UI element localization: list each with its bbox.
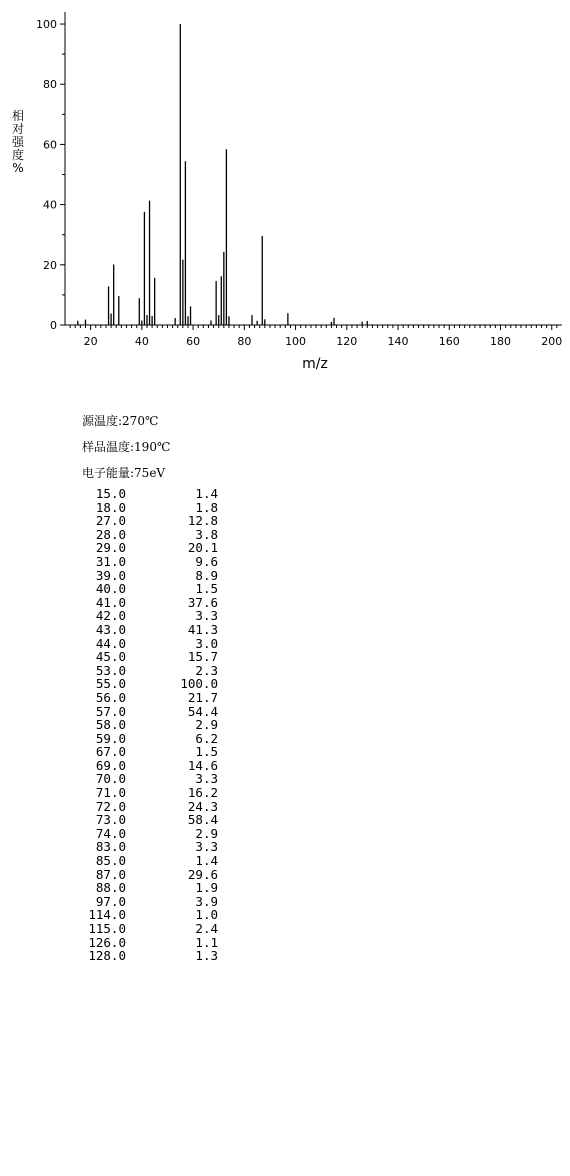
abundance-cell: 3.3: [195, 839, 218, 855]
x-tick-label: 160: [438, 335, 460, 348]
table-row: [82, 881, 232, 895]
table-row: [82, 800, 232, 814]
abundance-cell: 1.3: [195, 948, 218, 964]
abundance-cell: 100.0: [180, 676, 218, 692]
table-row: [82, 895, 232, 909]
table-row: [82, 908, 232, 922]
mass-spectrum-chart: [0, 0, 570, 380]
mz-cell: 128.0: [88, 948, 126, 964]
table-row: [82, 609, 232, 623]
x-tick-label: 140: [387, 335, 409, 348]
abundance-cell: 9.6: [195, 553, 218, 569]
mz-cell: 15.0: [95, 486, 126, 501]
x-tick-label: 180: [490, 335, 512, 348]
table-row: [82, 677, 232, 691]
mz-cell: 29.0: [95, 540, 126, 556]
table-row: [82, 501, 232, 515]
mz-cell: 115.0: [88, 921, 126, 936]
table-row: [82, 487, 232, 501]
abundance-cell: 16.2: [187, 785, 218, 801]
mz-cell: 59.0: [95, 730, 126, 746]
mz-cell: 70.0: [95, 771, 126, 787]
table-row: [82, 650, 232, 664]
table-row: [82, 745, 232, 759]
table-row: [82, 732, 232, 746]
x-tick-label: 200: [541, 335, 563, 348]
y-axis-label-char: 度: [11, 148, 24, 162]
peak-table: [82, 487, 232, 963]
mz-cell: 72.0: [95, 798, 126, 814]
abundance-cell: 14.6: [187, 757, 218, 773]
y-axis-label-char: 对: [11, 122, 24, 136]
mz-cell: 71.0: [95, 785, 126, 801]
y-axis-label: [10, 110, 26, 175]
x-tick-label: 120: [336, 335, 358, 348]
table-row: [82, 637, 232, 651]
table-row: [82, 528, 232, 542]
abundance-cell: 6.2: [195, 730, 218, 746]
chart-bars: [78, 24, 367, 325]
abundance-cell: 1.0: [195, 907, 218, 923]
table-row: [82, 691, 232, 705]
mz-cell: 18.0: [95, 499, 126, 515]
abundance-cell: 37.6: [187, 594, 218, 610]
mz-cell: 126.0: [88, 934, 126, 950]
y-axis-label-char: 相: [11, 109, 24, 123]
mz-cell: 85.0: [95, 853, 126, 869]
sample-temperature: 样品温度:190℃: [82, 440, 171, 454]
table-row: [82, 596, 232, 610]
y-tick-label: 60: [43, 138, 57, 152]
x-tick-label: 20: [83, 335, 98, 348]
mz-cell: 67.0: [95, 744, 126, 760]
abundance-cell: 2.4: [195, 921, 218, 936]
table-row: [82, 759, 232, 773]
abundance-cell: 3.0: [195, 635, 218, 651]
x-tick-label: 60: [186, 335, 201, 348]
x-tick-label: 80: [237, 335, 252, 348]
table-row: [82, 582, 232, 596]
mz-cell: 88.0: [95, 880, 126, 896]
abundance-cell: 1.9: [195, 880, 218, 896]
table-row: [82, 854, 232, 868]
abundance-cell: 1.4: [195, 853, 218, 869]
abundance-cell: 3.8: [195, 526, 218, 542]
mz-cell: 45.0: [95, 649, 126, 665]
table-row: [82, 664, 232, 678]
abundance-cell: 1.5: [195, 744, 218, 760]
source-temperature: 源温度:270℃: [82, 414, 159, 428]
table-row: [82, 623, 232, 637]
table-row: [82, 786, 232, 800]
table-row: [82, 772, 232, 786]
mz-cell: 58.0: [95, 717, 126, 733]
mz-cell: 53.0: [95, 662, 126, 678]
abundance-cell: 3.3: [195, 771, 218, 787]
abundance-cell: 41.3: [187, 621, 218, 637]
table-row: [82, 840, 232, 854]
table-row: [82, 922, 232, 936]
mz-cell: 40.0: [95, 581, 126, 597]
table-row: [82, 718, 232, 732]
abundance-cell: 20.1: [187, 540, 218, 556]
x-tick-label: 100: [285, 335, 307, 348]
abundance-cell: 1.1: [195, 934, 218, 950]
abundance-cell: 1.5: [195, 581, 218, 597]
abundance-cell: 58.4: [187, 812, 218, 828]
table-row: [82, 936, 232, 950]
abundance-cell: 54.4: [187, 703, 218, 719]
abundance-cell: 2.9: [195, 825, 218, 841]
table-row: [82, 868, 232, 882]
y-tick-label: 20: [43, 258, 57, 272]
mz-cell: 55.0: [95, 676, 126, 692]
abundance-cell: 3.3: [195, 608, 218, 624]
mz-cell: 114.0: [88, 907, 126, 923]
abundance-cell: 1.8: [195, 499, 218, 515]
abundance-cell: 29.6: [187, 866, 218, 882]
mz-cell: 28.0: [95, 526, 126, 542]
table-row: [82, 827, 232, 841]
y-tick-label: 80: [43, 78, 57, 92]
mz-cell: 43.0: [95, 621, 126, 637]
abundance-cell: 21.7: [187, 689, 218, 705]
y-tick-label: 40: [43, 198, 57, 212]
abundance-cell: 2.9: [195, 717, 218, 733]
mz-cell: 56.0: [95, 689, 126, 705]
y-axis-label-char: %: [12, 161, 24, 175]
abundance-cell: 2.3: [195, 662, 218, 678]
y-axis-label-char: 强: [11, 135, 24, 149]
mz-cell: 69.0: [95, 757, 126, 773]
table-row: [82, 569, 232, 583]
abundance-cell: 15.7: [187, 649, 218, 665]
mz-cell: 39.0: [95, 567, 126, 583]
table-row: [82, 514, 232, 528]
y-tick-label: 100: [36, 18, 57, 32]
y-tick-label: 0: [50, 319, 57, 332]
mz-cell: 74.0: [95, 825, 126, 841]
abundance-cell: 3.9: [195, 893, 218, 909]
mz-cell: 87.0: [95, 866, 126, 882]
abundance-cell: 8.9: [195, 567, 218, 583]
abundance-cell: 1.4: [195, 486, 218, 501]
table-row: [82, 813, 232, 827]
table-row: [82, 949, 232, 963]
mz-cell: 97.0: [95, 893, 126, 909]
abundance-cell: 24.3: [187, 798, 218, 814]
table-row: [82, 541, 232, 555]
chart-axes: [65, 12, 562, 325]
mz-cell: 83.0: [95, 839, 126, 855]
x-tick-label: 40: [134, 335, 149, 348]
abundance-cell: 12.8: [187, 513, 218, 529]
table-row: [82, 555, 232, 569]
electron-energy: 电子能量:75eV: [82, 466, 166, 480]
x-axis-label: m/z: [302, 356, 328, 372]
mz-cell: 31.0: [95, 553, 126, 569]
mz-cell: 57.0: [95, 703, 126, 719]
mz-cell: 44.0: [95, 635, 126, 651]
mz-cell: 27.0: [95, 513, 126, 529]
mz-cell: 41.0: [95, 594, 126, 610]
mz-cell: 73.0: [95, 812, 126, 828]
mz-cell: 42.0: [95, 608, 126, 624]
chart-ticks: [36, 18, 562, 348]
table-row: [82, 705, 232, 719]
